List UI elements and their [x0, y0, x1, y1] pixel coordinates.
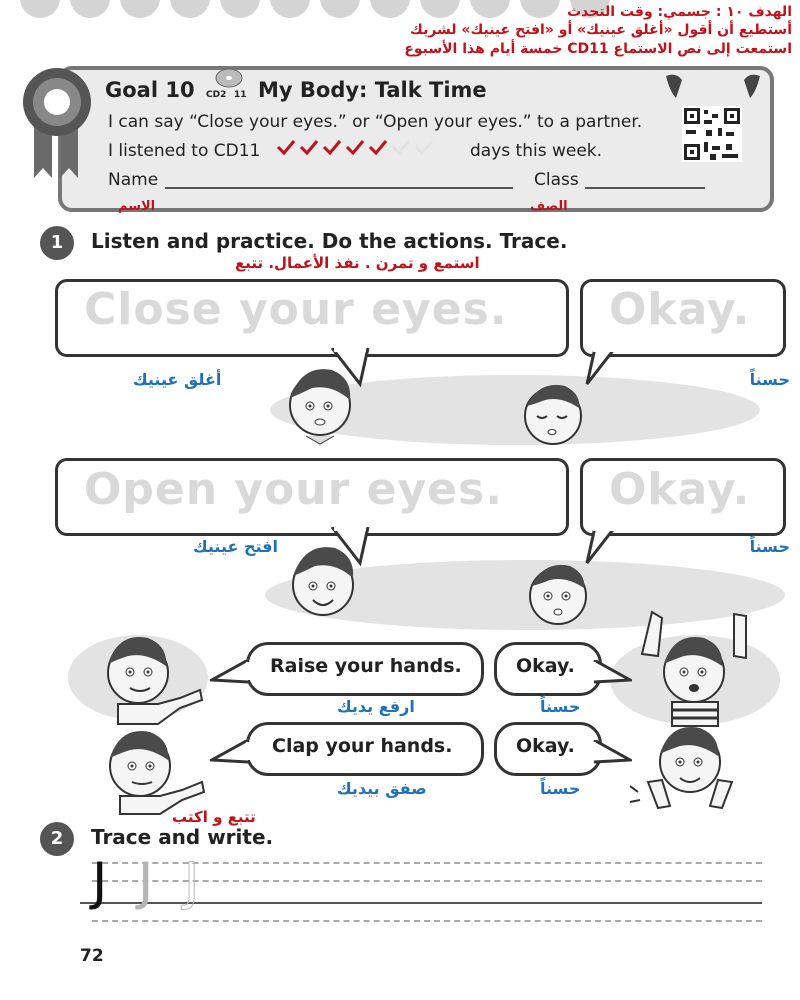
check-mark-done-icon[interactable] [368, 138, 388, 156]
arabic-header-line1: الهدف ١٠ : جسمي: وقت التحدث [567, 4, 792, 20]
bubble-tail [210, 740, 250, 770]
bubble-tail [592, 740, 632, 770]
check-mark-done-icon[interactable] [345, 138, 365, 156]
trace-okay-2[interactable]: Okay. [609, 464, 751, 515]
boy-eyes-closed-illustration [515, 376, 595, 451]
page-number: 72 [80, 946, 104, 966]
cd-track: 11 [234, 90, 247, 100]
section2-title-arabic: تتبع و اكتب [172, 808, 256, 826]
name-field[interactable] [165, 187, 513, 189]
boy-raising-hands-illustration [622, 608, 772, 728]
open-eyes-arabic: افتح عينيك [193, 537, 279, 556]
okay-arabic-1: حسناً [749, 370, 790, 389]
bubble-tail [210, 660, 250, 690]
cd-label: CD2 [206, 90, 227, 100]
writing-baseline[interactable] [80, 902, 762, 904]
check-mark-empty-icon[interactable] [391, 138, 411, 156]
raise-hands-text: Raise your hands. [270, 655, 462, 677]
boy-face-illustration [285, 540, 365, 625]
arabic-header-line2: أستطيع أن أقول «أغلق عينيك» أو «افتح عينيك» لشريك [410, 22, 792, 38]
name-label-arabic: الاسم [118, 199, 156, 214]
boy-clapping-illustration [628, 722, 758, 814]
trace-letter-2[interactable]: J [138, 852, 154, 912]
close-eyes-arabic: أغلق عينيك [133, 370, 222, 389]
check-mark-done-icon[interactable] [299, 138, 319, 156]
speaker-icon-left [662, 72, 686, 102]
section1-title: Listen and practice. Do the actions. Trace. [91, 229, 568, 253]
class-label: Class [534, 170, 579, 190]
name-label: Name [108, 170, 159, 190]
okay-text-4: Okay. [516, 735, 575, 757]
okay-arabic-2: حسناً [749, 537, 790, 556]
goal-title: Goal 10 [105, 78, 195, 102]
writing-guide-bottom [92, 920, 762, 922]
goal-can-say: I can say “Close your eyes.” or “Open your eyes.” to a partner. [108, 112, 643, 132]
trace-okay-1[interactable]: Okay. [609, 284, 751, 335]
section1-title-arabic: استمع و تمرن . نفذ الأعمال. تتبع [235, 254, 480, 272]
trace-close-eyes[interactable]: Close your eyes. [84, 284, 508, 335]
okay-arabic-3: حسناً [540, 697, 581, 716]
goal-listened-prefix: I listened to CD11 [108, 141, 261, 161]
trace-open-eyes[interactable]: Open your eyes. [84, 464, 503, 515]
class-label-arabic: الصف [530, 199, 568, 214]
ribbon-badge-icon [12, 60, 102, 180]
trace-letter-1: J [92, 852, 108, 912]
boy-clapping-pointing-illustration [90, 724, 210, 816]
okay-arabic-4: حسناً [540, 779, 581, 798]
section2-title: Trace and write. [91, 825, 274, 849]
speaker-icon-right [740, 72, 764, 102]
check-mark-done-icon[interactable] [276, 138, 296, 156]
clap-hands-arabic: صفق بيديك [337, 779, 427, 798]
trace-letter-3[interactable]: J [184, 852, 200, 912]
okay-text-3: Okay. [516, 655, 575, 677]
section1-number: 1 [40, 226, 74, 260]
listening-checks[interactable] [276, 138, 437, 160]
cd-icon [214, 68, 244, 88]
class-field[interactable] [585, 187, 705, 189]
clap-hands-text: Clap your hands. [272, 735, 453, 757]
boy-eyes-open-illustration [520, 556, 600, 631]
cd-badge [206, 68, 248, 104]
goal-subtitle: My Body: Talk Time [258, 78, 487, 102]
check-mark-empty-icon[interactable] [414, 138, 434, 156]
raise-hands-arabic: ارفع يديك [337, 697, 415, 716]
boy-pointing-illustration [88, 628, 208, 728]
arabic-header-line3: استمعت إلى نص الاستماع CD11 خمسة أيام هذا الأسبوع [404, 41, 792, 57]
section2-number: 2 [40, 822, 74, 856]
check-mark-done-icon[interactable] [322, 138, 342, 156]
goal-listened-suffix: days this week. [470, 141, 603, 161]
boy-face-illustration [282, 360, 362, 445]
qr-code-icon [682, 106, 742, 162]
